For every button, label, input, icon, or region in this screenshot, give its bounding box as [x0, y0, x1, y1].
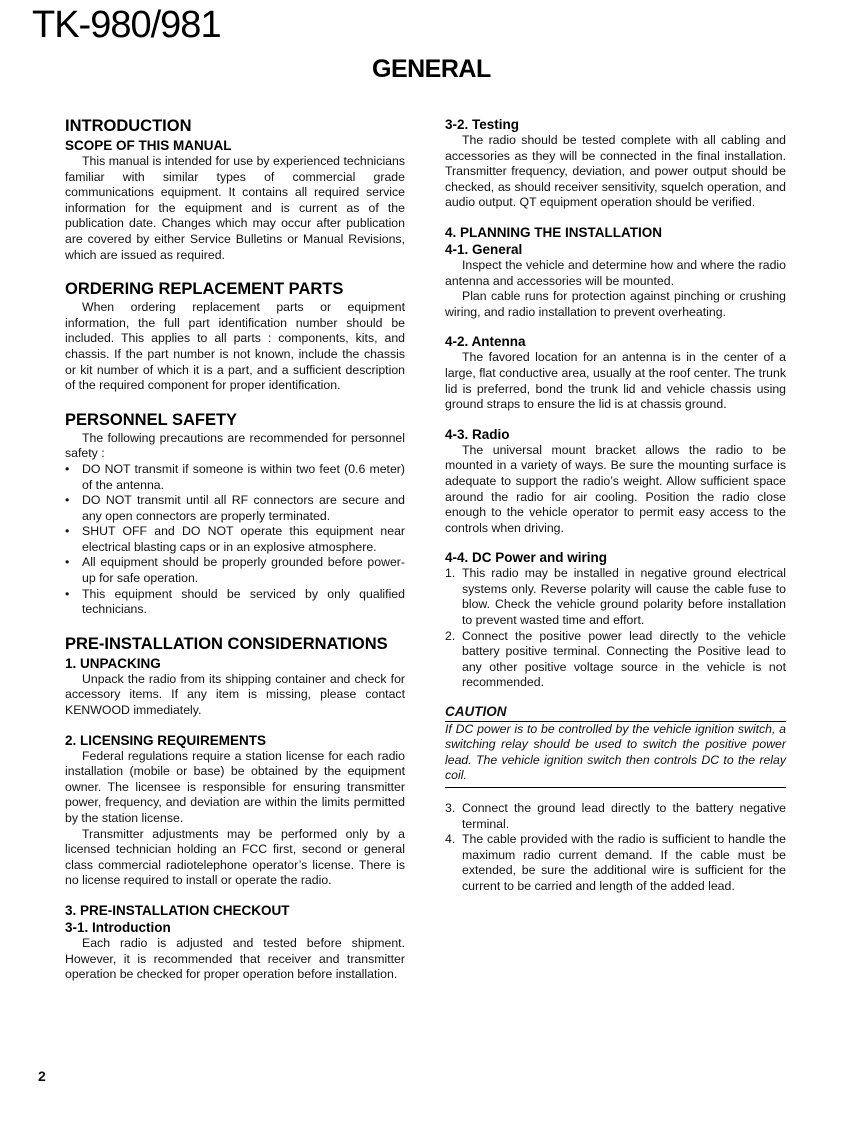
- dc-item-text: Connect the positive power lead directly to the vehicle battery positive terminal. Connecting the Positive lead to any other positive voltage source in the vehicle is not recommended.: [462, 628, 786, 690]
- list-item: [445, 566, 786, 628]
- preinstall-heading: PRE-INSTALLATION CONSIDERNATIONS: [65, 634, 388, 653]
- licensing-text-2: Transmitter adjustments may be performed only by a licensed technician holding an FCC first, second or general class commercial radiotelephone operator’s license. There is no license required to install or operate the radio.: [65, 826, 405, 888]
- bullet-marker: •: [65, 461, 70, 476]
- bullet-marker: •: [65, 493, 70, 508]
- antenna-heading: 4-2. Antenna: [445, 334, 526, 350]
- caution-text: If DC power is to be controlled by the vehicle ignition switch, a switching relay should be used to switch the positive power lead. The vehicle ignition switch then controls DC to the relay coil.: [445, 722, 786, 788]
- right-column: [445, 116, 786, 895]
- antenna-text: The favored location for an antenna is in the center of a large, flat conductive area, usually at the roof center. The trunk lid is preferred, bond the trunk lid and vehicle chassis using ground straps to ensure the lid is at chassis ground.: [445, 350, 786, 412]
- unpacking-heading: 1. UNPACKING: [65, 655, 161, 671]
- caution-title: CAUTION: [445, 704, 786, 722]
- dc-power-list-continued: [445, 801, 786, 895]
- unpacking-text: Unpack the radio from its shipping container and check for accessory items. If any item is missing, please contact KENWOOD immediately.: [65, 671, 405, 718]
- dc-item-text: Connect the ground lead directly to the battery negative terminal.: [462, 801, 786, 831]
- introduction-heading: INTRODUCTION: [65, 117, 192, 135]
- scope-heading: SCOPE OF THIS MANUAL: [65, 138, 232, 153]
- testing-heading: 3-2. Testing: [445, 117, 520, 132]
- item-number: 4.: [445, 832, 456, 847]
- general-heading: 4-1. General: [445, 241, 523, 257]
- dc-item-text: This radio may be installed in negative ground electrical systems only. Reverse polarity will cause the cable fuse to blow. Check the vehicle ground polarity before installation to prevent wasted time and effort.: [462, 566, 786, 628]
- bullet-marker: •: [65, 586, 70, 601]
- bullet-marker: •: [65, 555, 70, 570]
- safety-item-text: DO NOT transmit if someone is within two feet (0.6 meter) of the antenna.: [82, 461, 405, 492]
- list-item: [65, 587, 405, 618]
- safety-heading: PERSONNEL SAFETY: [65, 410, 238, 429]
- ordering-text: When ordering replacement parts or equipment information, the full part identification number should be included. This applies to all parts : components, kits, and chassis. If the part number is not known, include the chassis or kit number of which it is a part, and a sufficient description of the required component for proper identification.: [65, 300, 405, 393]
- checkout-intro-heading: 3-1. Introduction: [65, 919, 171, 935]
- list-item: [445, 832, 786, 894]
- dc-item-text: The cable provided with the radio is sufficient to handle the maximum radio current demand. If the cable must be extended, be sure the additional wire is sufficient for the current to be carried and length of the added lead.: [462, 832, 786, 893]
- general-text-2: Plan cable runs for protection against pinching or crushing wiring, and radio installation to prevent overheating.: [445, 289, 786, 319]
- testing-text: The radio should be tested complete with all cabling and accessories as they will be connected in the final installation. Transmitter frequency, deviation, and power output should be checked, as should receiver sensitivity, squelch operation, and audio output. QT equipment operation should be verified.: [445, 133, 786, 210]
- checkout-heading: 3. PRE-INSTALLATION CHECKOUT: [65, 902, 290, 918]
- list-item: [65, 462, 405, 493]
- dc-power-heading: 4-4. DC Power and wiring: [445, 550, 608, 566]
- general-text-1: Inspect the vehicle and determine how and where the radio antenna and accessories will be mounted.: [445, 257, 786, 288]
- bullet-marker: •: [65, 524, 70, 539]
- left-column: [65, 116, 405, 983]
- radio-text: The universal mount bracket allows the radio to be mounted in a variety of ways. Be sure the mounting surface is adequate to support the radio’s weight. Allow sufficient space around the radio for air cooling. Position the radio close enough to the vehicle operator to permit easy access to the controls when driving.: [445, 442, 786, 535]
- safety-item-text: SHUT OFF and DO NOT operate this equipment near electrical blasting caps or in an explosive atmosphere.: [82, 524, 405, 554]
- safety-list: [65, 462, 405, 618]
- safety-item-text: DO NOT transmit until all RF connectors are secure and any open connectors are properly terminated.: [82, 493, 405, 523]
- list-item: [65, 555, 405, 586]
- list-item: [445, 801, 786, 832]
- model-number: TK-980/981: [32, 4, 221, 46]
- safety-text: The following precautions are recommended for personnel safety :: [65, 430, 405, 461]
- caution-box: [445, 704, 786, 788]
- page-number: 2: [38, 1068, 46, 1084]
- dc-power-list: [445, 566, 786, 691]
- radio-heading: 4-3. Radio: [445, 426, 510, 442]
- item-number: 2.: [445, 628, 456, 643]
- item-number: 3.: [445, 801, 456, 815]
- checkout-intro-text: Each radio is adjusted and tested before shipment. However, it is recommended that receiver and transmitter operation be checked for proper operation before installation.: [65, 935, 405, 982]
- licensing-text-1: Federal regulations require a station license for each radio installation (mobile or base) be obtained by the equipment owner. The licensee is responsible for ensuring transmitter power, frequency, and deviation are within the limits permitted by the station license.: [65, 748, 405, 825]
- safety-item-text: All equipment should be properly grounded before power-up for safe operation.: [82, 555, 405, 586]
- item-number: 1.: [445, 566, 456, 581]
- page-title: GENERAL: [372, 55, 491, 83]
- ordering-heading: ORDERING REPLACEMENT PARTS: [65, 280, 344, 299]
- list-item: [65, 493, 405, 524]
- safety-item-text: This equipment should be serviced by only qualified technicians.: [82, 586, 405, 617]
- licensing-heading: 2. LICENSING REQUIREMENTS: [65, 732, 267, 748]
- planning-heading: 4. PLANNING THE INSTALLATION: [445, 224, 662, 240]
- list-item: [445, 629, 786, 691]
- list-item: [65, 524, 405, 555]
- scope-text: This manual is intended for use by experienced technicians familiar with similar types of commercial grade communications equipment. It contains all required service information for the equipment and is current as of the publication date. Changes which may occur after publication are covered by either Service Bulletins or Manual Revisions, which are issued as required.: [65, 154, 405, 262]
